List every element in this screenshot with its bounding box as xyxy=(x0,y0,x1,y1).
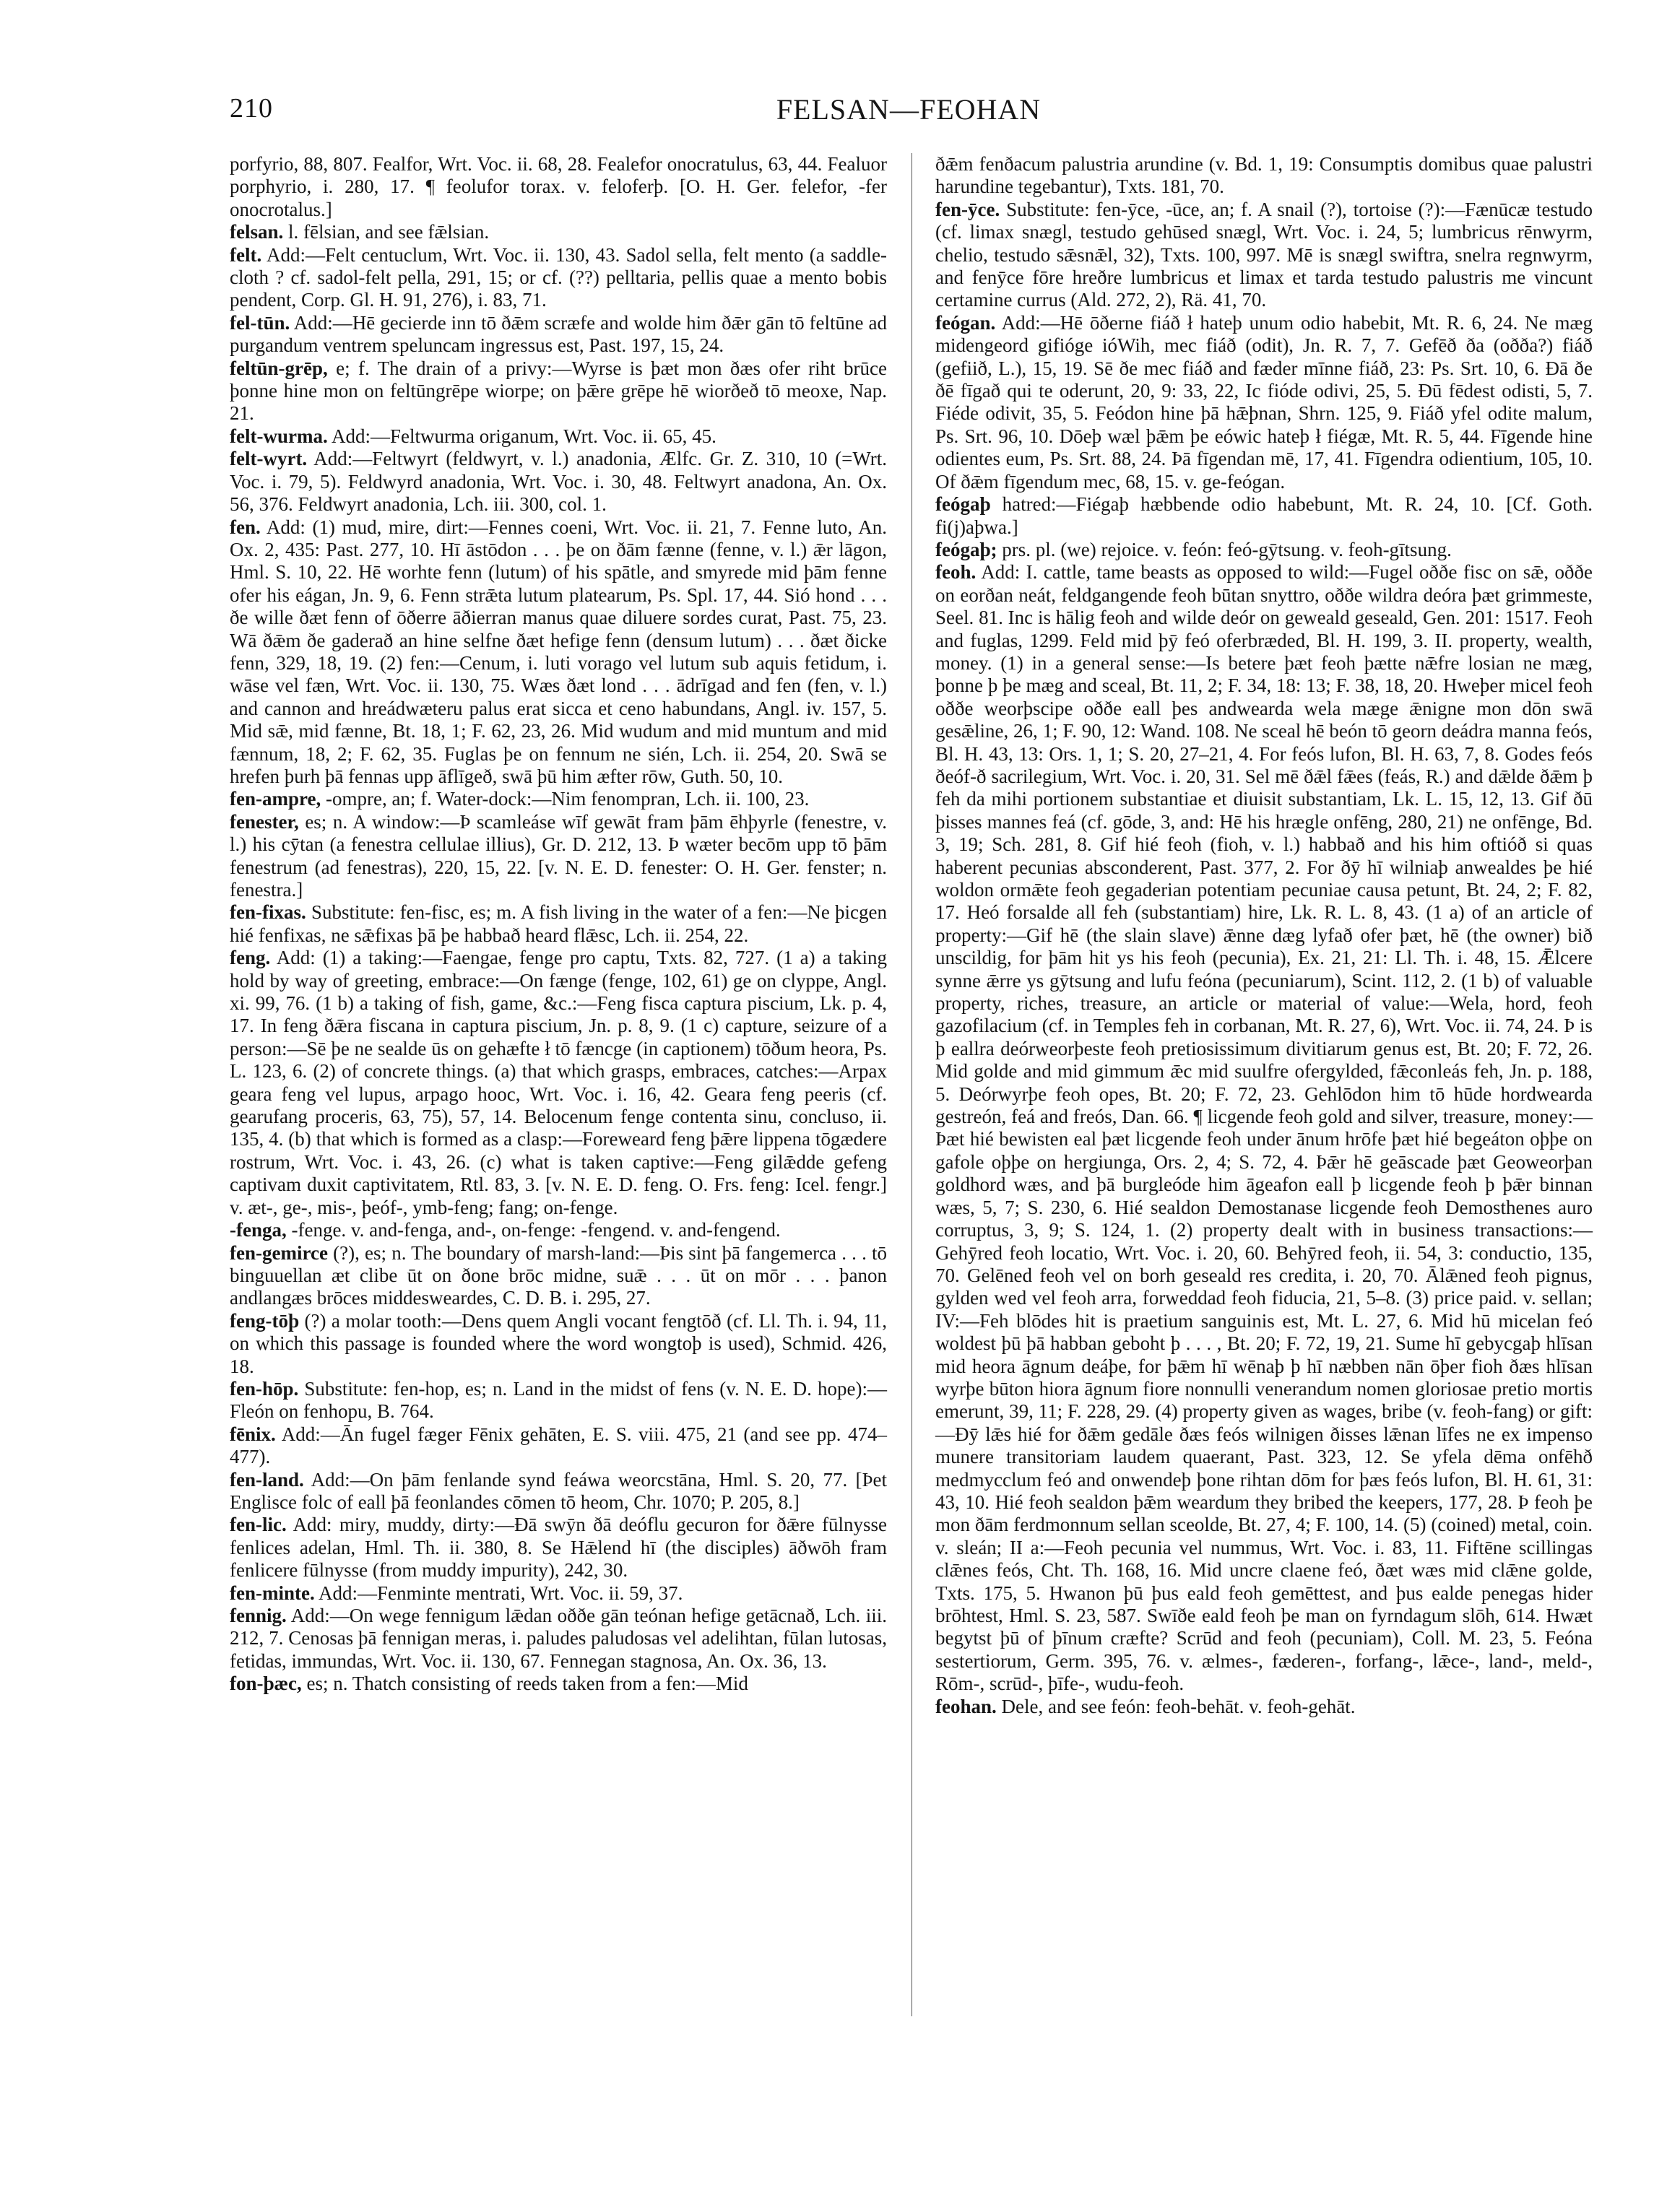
dictionary-entry xyxy=(935,199,1593,312)
entry-text: es; n. Thatch consisting of reeds taken from a fen:—Mid xyxy=(306,1673,748,1695)
dictionary-entry xyxy=(230,1219,887,1241)
entry-text: hatred:—Fiégaþ hæbbende odio habebunt, Mt. R. 24, 10. [Cf. Goth. fi(j)aþwa.] xyxy=(935,493,1593,538)
dictionary-entry xyxy=(230,312,887,357)
entry-text: Substitute: fen-hop, es; n. Land in the midst of fens (v. N. E. D. hope):—Fleón on fenhopu, B. 764. xyxy=(230,1377,887,1423)
entry-headword: fen-ȳce. xyxy=(935,198,1000,220)
entry-text: Add:—On þām fenlande synd feáwa weorcstāna, Hml. S. 20, 77. [Þet Englisce folc of eall þā feonlandes cōmen tō heom, Chr. 1070; P. 205, 8.] xyxy=(230,1468,887,1513)
dictionary-entry xyxy=(230,1469,887,1514)
entry-text: prs. pl. (we) rejoice. v. feón: feó-gȳtsung. v. feoh-gītsung. xyxy=(1002,538,1452,560)
dictionary-entry xyxy=(230,448,887,516)
dictionary-entry xyxy=(230,901,887,947)
entry-headword: fon-þæc, xyxy=(230,1673,302,1695)
entry-headword: feoh. xyxy=(935,561,977,584)
dictionary-entry xyxy=(230,516,887,789)
entry-text: Add: (1) a taking:—Faengae, fenge pro captu, Txts. 82, 727. (1 a) a taking hold by way of greeting, embrace:—On fænge (fenge, 102, 61) ge on clyppe, Angl. xi. 99, 76. (1 b) a taking of fish, game, &c.:—Feng fisca captura piscium, Lk. p. 4, 17. In feng ðǣra fiscana in captura piscium, Jn. p. 8, 9. (1 c) capture, seizure of a person:—Sē þe ne sealde ūs on gehæfte ł tō fæncge (in captionem) tōðum heora, Ps. L. 123, 6. (2) of concrete things. (a) that which grasps, embraces, catches:—Arpax geara feng vel lupus, arpago hooc, Wrt. Voc. i. 16, 42. Geara feng peeris (cf. gearufang proceris, 63, 75), 57, 14. Belocenum fenge contenta sinu, concluso, ii. 135, 4. (b) that which is formed as a clasp:—Foreweard feng þǣre lippena tōgædere rostrum, Wrt. Voc. i. 43, 26. (c) what is taken captive:—Feng gilǣdde gefeng captivam duxit captivitatem, Rtl. 83, 3. [v. N. E. D. feng. O. Frs. feng: Icel. fengr.] v. æt-, ge-, mis-, þeóf-, ymb-feng; fang; on-fenge. xyxy=(230,947,888,1218)
entry-headword: felt-wurma. xyxy=(230,425,328,447)
entry-headword: fennig. xyxy=(230,1605,287,1626)
entry-text: es; n. A window:—Þ scamleáse wīf gewāt fram þām ēhþyrle (fenestre, v. l.) his cȳtan (a fenestra cellulae illius), Gr. D. 212, 13. Þ wæter becōm upp tō þām fenestrum (ad fenestras), 220, 15, 22. [v. N. E. D. fenester: O. H. Ger. fenster; n. fenestra.] xyxy=(230,810,887,901)
entry-headword: felsan. xyxy=(230,221,284,243)
entry-text: Add:—Fenminte mentrati, Wrt. Voc. ii. 59, 37. xyxy=(318,1582,683,1604)
page-number: 210 xyxy=(230,93,273,123)
entry-headword: fen-hōp. xyxy=(230,1377,299,1400)
dictionary-entry xyxy=(230,1378,887,1423)
entry-headword: fen. xyxy=(230,516,261,538)
entry-headword: feógaþ xyxy=(935,493,991,516)
entry-text: -ompre, an; f. Water-dock:—Nim fenompran, Lch. ii. 100, 23. xyxy=(325,788,810,810)
dictionary-entry xyxy=(230,1673,887,1695)
dictionary-entry xyxy=(230,244,887,312)
entry-text: porfyrio, 88, 807. Fealfor, Wrt. Voc. ii. 68, 28. Fealefor onocratulus, 63, 44. Fealuor porphyrio, i. 280, 17. ¶ feolufor torax. v. feloferþ. [O. H. Ger. felefor, -fer onocrotalus.] xyxy=(230,153,887,220)
entry-headword: -fenga, xyxy=(230,1219,287,1241)
entry-text: Add:—Hē ōðerne fiáð ł hateþ unum odio habebit, Mt. R. 6, 24. Ne mæg midengeord gifióge ióWih, mec fiáð (odit), Jn. R. 7, 7. Gefēð ða (oðða?) fiáð (gefiið, L.), 15, 19. Sē ðe mec fiáð and fæder mīnne fiáð, 23: Ps. Srt. 10, 6. Ðā ðe ðē fīgað qui te oderunt, 20, 9: 33, 22, Ic fióde odivi, 25, 5. Ðū fēdest odisti, 5, 7. Fiéde odivit, 35, 5. Feódon hine þā hǣþnan, Shrn. 125, 9. Fiáð yfel odite malum, Ps. Srt. 96, 10. Dōeþ wæl þǣm þe eówic hateþ ł fiégæ, Mt. R. 5, 44. Fīgende hine odientes eum, Ps. Srt. 88, 24. Þā fīgendan mē, 17, 41. Fīgendra odientium, 105, 10. Of ðǣm fīgendum mec, 68, 15. v. ge-feógan. xyxy=(935,311,1593,493)
dictionary-entry xyxy=(935,493,1593,539)
dictionary-entry xyxy=(230,1514,887,1582)
entry-headword: fen-fixas. xyxy=(230,901,306,924)
entry-text: Add: (1) mud, mire, dirt:—Fennes coeni, Wrt. Voc. ii. 21, 7. Fenne luto, An. Ox. 2, 435: Past. 277, 10. Hī āstōdon . . . þe on ðām fænne (fenne, v. l.) ǣr lāgon, Hml. S. 10, 22. Hē worhte fenn (lutum) of his spātle, and smyrede mid þām fenne ofer his eágan, Jn. 9, 6. Fenn strǣta lutum platearum, Ps. Spl. 17, 44. Sió hond . . . ðe wille ðæt fenn of ōðerre āðierran manus quae diluere sordes curat, Past. 75, 23. Wā ðǣm ðe gaderað an hine selfne ðæt hefige fenn (densum lutum) . . . ðæt ðicke fenn, 329, 18, 19. (2) fen:—Cenum, i. luti vorago vel lutum sub aquis fetidum, i. wāse vel fæn, Wrt. Voc. ii. 130, 75. Wæs ðæt lond . . . ādrīgad and fen (fen, v. l.) and cannon and hreádwæteru palus erat sicca et ceno habundans, Angl. iv. 157, 5. Mid sǣ, mid fænne, Bt. 18, 1; F. 62, 23, 26. Mid wudum and mid muntum and mid fænnum, 18, 2; F. 62, 35. Fuglas þe on fennum ne sién, Lch. ii. 254, 20. Swā se hrefen þurh þā fennas upp āflīgeð, swā þū him æfter rōw, Guth. 50, 10. xyxy=(230,516,888,787)
entry-text: Add:—On wege fennigum lǣdan oððe gān teónan hefige getācnað, Lch. iii. 212, 7. Cenosas þā fennigan meras, i. paludes paludosas vel adelihtan, fūlan lutosas, fetidas, immundas, Wrt. Voc. ii. 130, 67. Fennegan stagnosa, An. Ox. 36, 13. xyxy=(230,1605,887,1672)
entry-headword: fen-land. xyxy=(230,1468,304,1491)
entry-text: Substitute: fen-ȳce, -ūce, an; f. A snail (?), tortoise (?):—Fænūcæ testudo (cf. limax snægl, testudo gehūsed snægl, Wrt. Voc. i. 24, 5; lumbricus rēnwyrm, chelio, testudo sǣsnǣl, 32), Txts. 100, 997. Mē is snægl swiftra, snelra regnwyrm, and fenȳce fōre hreðre lumbricus et limax et tarda testudo palustris me vincunt certamine currus (Ald. 272, 2), Rä. 41, 70. xyxy=(935,198,1593,311)
entry-headword: fel-tūn. xyxy=(230,311,290,334)
entry-text: l. fēlsian, and see fǣlsian. xyxy=(288,221,490,243)
dictionary-entry xyxy=(230,947,887,1219)
entry-text: Substitute: fen-fisc, es; m. A fish living in the water of a fen:—Ne þicgen hié fenfixas, ne sǣfixas þā þe habbað heard flǣsc, Lch. ii. 254, 22. xyxy=(230,901,887,946)
running-head: FELSAN—FEOHAN xyxy=(776,93,1042,126)
entry-text: -fenge. v. and-fenga, and-, on-fenge: -fengend. v. and-fengend. xyxy=(291,1219,781,1241)
dictionary-entry xyxy=(230,221,887,243)
page-header xyxy=(230,92,1588,136)
dictionary-entry xyxy=(935,153,1593,199)
entry-headword: felt-wyrt. xyxy=(230,448,308,470)
entry-headword: fen-gemirce xyxy=(230,1241,328,1264)
entry-headword: felt. xyxy=(230,243,262,266)
dictionary-entry xyxy=(230,1605,887,1673)
dictionary-entry xyxy=(230,1423,887,1469)
entry-text: (?) a molar tooth:—Dens quem Angli vocant fengtōð (cf. Ll. Th. i. 94, 11, on which this passage is founded where the word wongtoþ is used), Schmid. 426, 18. xyxy=(230,1309,887,1377)
dictionary-entry xyxy=(935,1696,1593,1718)
right-column xyxy=(935,153,1593,1718)
dictionary-entry xyxy=(230,1310,887,1378)
entry-headword: fen-lic. xyxy=(230,1514,287,1536)
entry-text: Add:—Ān fugel fæger Fēnix gehāten, E. S. viii. 475, 21 (and see pp. 474–477). xyxy=(230,1423,887,1468)
entry-text: Add: miry, muddy, dirty:—Ðā swȳn ðā deóflu gecuron for ðǣre fūlnysse fenlices adelan, Hml. Th. ii. 380, 8. Se Hǣlend hī (the disciples) āðwōh fram fenlicere fūlnysse (from muddy impurity), 242, 30. xyxy=(230,1514,887,1582)
entry-text: Add:—Feltwyrt (feldwyrt, v. l.) anadonia, Ælfc. Gr. Z. 310, 10 (=Wrt. Voc. i. 79, 5). Feldwyrd anadonia, Wrt. Voc. i. 30, 48. Feltwyrt anadona, An. Ox. 56, 376. Feldwyrt anadonia, Lch. iii. 300, col. 1. xyxy=(230,448,887,516)
dictionary-entry xyxy=(935,561,1593,1695)
entry-text: Dele, and see feón: feoh-behāt. v. feoh-gehāt. xyxy=(1001,1695,1356,1717)
dictionary-entry xyxy=(230,788,887,810)
entry-headword: feltūn-grēp, xyxy=(230,357,328,379)
entry-headword: feógaþ; xyxy=(935,538,997,560)
entry-headword: fēnix. xyxy=(230,1423,276,1445)
entry-text: Add:—Hē gecierde inn tō ðǣm scræfe and wolde him ðǣr gān tō feltūne ad purgandum ventrem speluncam ingressus est, Past. 197, 15, 24. xyxy=(230,311,887,357)
dictionary-entry xyxy=(230,811,887,902)
entry-text: Add:—Feltwurma origanum, Wrt. Voc. ii. 65, 45. xyxy=(331,425,716,447)
entry-headword: feng-tōþ xyxy=(230,1309,299,1332)
dictionary-entry xyxy=(230,357,887,425)
entry-headword: feohan. xyxy=(935,1695,997,1717)
entry-headword: fen-ampre, xyxy=(230,788,321,810)
dictionary-entry xyxy=(230,1582,887,1605)
entry-headword: fen-minte. xyxy=(230,1582,315,1604)
entry-text: (?), es; n. The boundary of marsh-land:—Þis sint þā fangemerca . . . tō binguuellan æt clibe ūt on ðone brōc midne, suǣ . . . ūt on mōr . . . þanon andlangæs brōces middesweardes, C. D. B. i. 295, 27. xyxy=(230,1241,887,1309)
entry-text: Add: I. cattle, tame beasts as opposed to wild:—Fugel oððe fisc on sǣ, oððe on eorðan neát, feldgangende feoh būtan snyttro, oððe wildra deóra þæt grimmeste, Seel. 81. Inc is hālig feoh and wilde deór on geweald geseald, Gen. 201: 1517. Feoh and fuglas, 1299. Feld mid þȳ feó oferbræded, Bl. H. 199, 3. II. property, wealth, money. (1) in a general sense:—Is betere þæt feoh þætte nǣfre losian ne mæg, þonne þ þe mæg and sceal, Bt. 11, 2; F. 34, 18: 13; F. 38, 18, 20. Hweþer micel feoh oððe weorþscipe oððe eall þes andwearda wela mæge ǣnigne mon dōn swā gesǣline, 26, 1; F. 90, 12: Wand. 108. Ne sceal hē beón tō georn deádra manna feós, Bl. H. 43, 13: Ors. 1, 1; S. 20, 27–21, 4. For feós lufon, Bl. H. 63, 7, 8. Godes feós ðeóf-ð sacrilegium, Wrt. Voc. i. 20, 31. Sel mē ðǣl fǣes (feás, R.) and dǣlde ðǣm þ feh da mihi portionem substantiae et diuisit substantiam, Lk. L. 15, 12, 13. Gif ðū þisses mannes feá (cf. gōde, 3, and: Hē his hrægle onfēng, 280, 21) ne onfēnge, Bd. 3, 19; Sch. 281, 8. Gif hié feoh (fioh, v. l.) habbað and his him oftióð si quas haberent pecunias absconderent, Past. 377, 2. For ðȳ hī wilniaþ anwealdes þe hié woldon ormǣte feoh gegaderian potentiam pecuniae causa petunt, Bt. 24, 2; F. 82, 17. Heó forsalde all feh (substantiam) hire, Lk. R. L. 8, 43. (1 a) of an article of property:—Gif hē (the slain slave) ǣnne dæg lyfað ofer þæt, hē (the owner) bið unscildig, for þām hit ys his feoh (pecunia), Ex. 21, 21: Ll. Th. i. 48, 15. Ǣlcere synne ǣrre ys gȳtsung and lufu feóna (pecuniarum), Scint. 112, 2. (1 b) of valuable property, riches, treasure, an article or material of value:—Wela, hord, feoh gazofilacium (cf. in Temples feh in corbanan, Mt. R. 27, 6), Wrt. Voc. ii. 74, 24. Þ is þ eallra deórweorþeste feoh pretiosissimum divitiarum genus est, Bt. 20; F. 72, 26. Mid golde and mid gimmum ǣc mid suulfre ofergylded, fǣconleás feh, Jn. p. 188, 5. Deórwyrþe feoh opes, Bt. 20; F. 72, 23. Gehlōdon him tō hūde hordwearda gestreón, feá and freós, Dan. 66. ¶ licgende feoh gold and silver, treasure, money:—Þæt hié bewisten eal þæt licgende feoh under ānum hrōfe þæt hié begeáton oþþe on gafole oþþe on hergiunga, Ors. 2, 4; S. 72, 4. Þǣr hē geāscade þæt Geoweorþan goldhord wæs, and þā burgleóde him āgeafon eall þ licgende feoh þ þǣr binnan wæs, 5, 7; S. 230, 6. Hié sealdon Demostanase licgende feoh Demosthenes auro corruptus, 3, 9; S. 124, 1. (2) property dealt with in business transactions:—Gehȳred feoh locatio, Wrt. Voc. i. 20, 60. Behȳred feoh, ii. 54, 3: conductio, 135, 70. Gelēned feoh vel on borh geseald res credita, i. 20, 70. Ālǣned feoh pignus, gylden wed vel feoh arra, forweddad feoh fiducia, 21, 5–8. (3) price paid. v. sellan; IV:—Feh blōdes hit is praetium sanguinis est, Mt. L. 27, 6. Mid hū micelan feó woldest þū þā habban geboht þ . . . , Bt. 20; F. 72, 19, 21. Sume hī gebycgaþ hlīsan mid heora āgnum deáþe, for þǣm hī wēnaþ þ hī næbben nān ōþer fioh ðæs hlīsan wyrþe būton hiora āgnum fiore nonnulli venerandum nomen gloriosae pretio mortis emerunt, 39, 11; F. 228, 29. (4) property given as wages, bribe (v. feoh-fang) or gift:—Ðȳ lǣs hié for ðǣm gedāle ðæs feós wilnigen ðisses lǣnan līfes ne ex impenso munere transitoriam laudem quaerant, Past. 323, 12. Se yfela dēma onfēhð medmycclum feó and onwendeþ þone rihtan dōm for þæs feós lufon, Bl. H. 61, 31: 43, 10. Hié feoh sealdon þǣm weardum they bribed the keepers, 177, 28. Þ feoh þe mon ðām ferdmonnum sellan sceolde, Bt. 27, 4; F. 100, 14. (5) (coined) metal, coin. v. sleán; II a:—Feoh pecunia vel nummus, Wrt. Voc. i. 83, 11. Fiftēne scillingas clǣnes feós, Cht. Th. 168, 16. Mid uncre claene feó, ðæt wæs mid clǣne golde, Txts. 175, 5. Hwanon þū þus eald feoh gemēttest, and þus ealde penegas hider brōhtest, Hml. S. 23, 587. Swīðe eald feoh þe man on fyrndagum slōh, 614. Hwæt begytst þū of þīnum cræfte? Scrūd and feoh (pecuniam), Coll. M. 23, 5. Feóna sestertiorum, Germ. 395, 76. v. ælmes-, fæderen-, forfang-, lǣce-, land-, meld-, Rōm-, scrūd-, þīfe-, wudu-feoh. xyxy=(935,561,1593,1695)
entry-text: ðǣm fenðacum palustria arundine (v. Bd. 1, 19: Consumptis domibus quae palustri harundine tegebantur), Txts. 181, 70. xyxy=(935,153,1593,198)
dictionary-entry xyxy=(230,425,887,448)
left-column xyxy=(230,153,887,1696)
entry-headword: fenester, xyxy=(230,810,299,833)
dictionary-entry xyxy=(230,153,887,221)
entry-headword: feng. xyxy=(230,947,271,969)
entry-headword: feógan. xyxy=(935,311,996,334)
dictionary-entry xyxy=(935,539,1593,561)
entry-text: Add:—Felt centuclum, Wrt. Voc. ii. 130, 43. Sadol sella, felt mento (a saddle-cloth ? cf. sadol-felt pella, 291, 15; or cf. (??) pelltaria, pellis quae a mento bobis pendent, Corp. Gl. H. 91, 276), i. 83, 71. xyxy=(230,243,887,311)
dictionary-entry xyxy=(230,1242,887,1310)
dictionary-entry xyxy=(935,312,1593,493)
entry-text: e; f. The drain of a privy:—Wyrse is þæt mon ðæs ofer riht brūce þonne hine mon on feltūngrēpe wiorpe; on þǣre grēpe hē wiorðeð tō meoxe, Nap. 21. xyxy=(230,357,888,425)
